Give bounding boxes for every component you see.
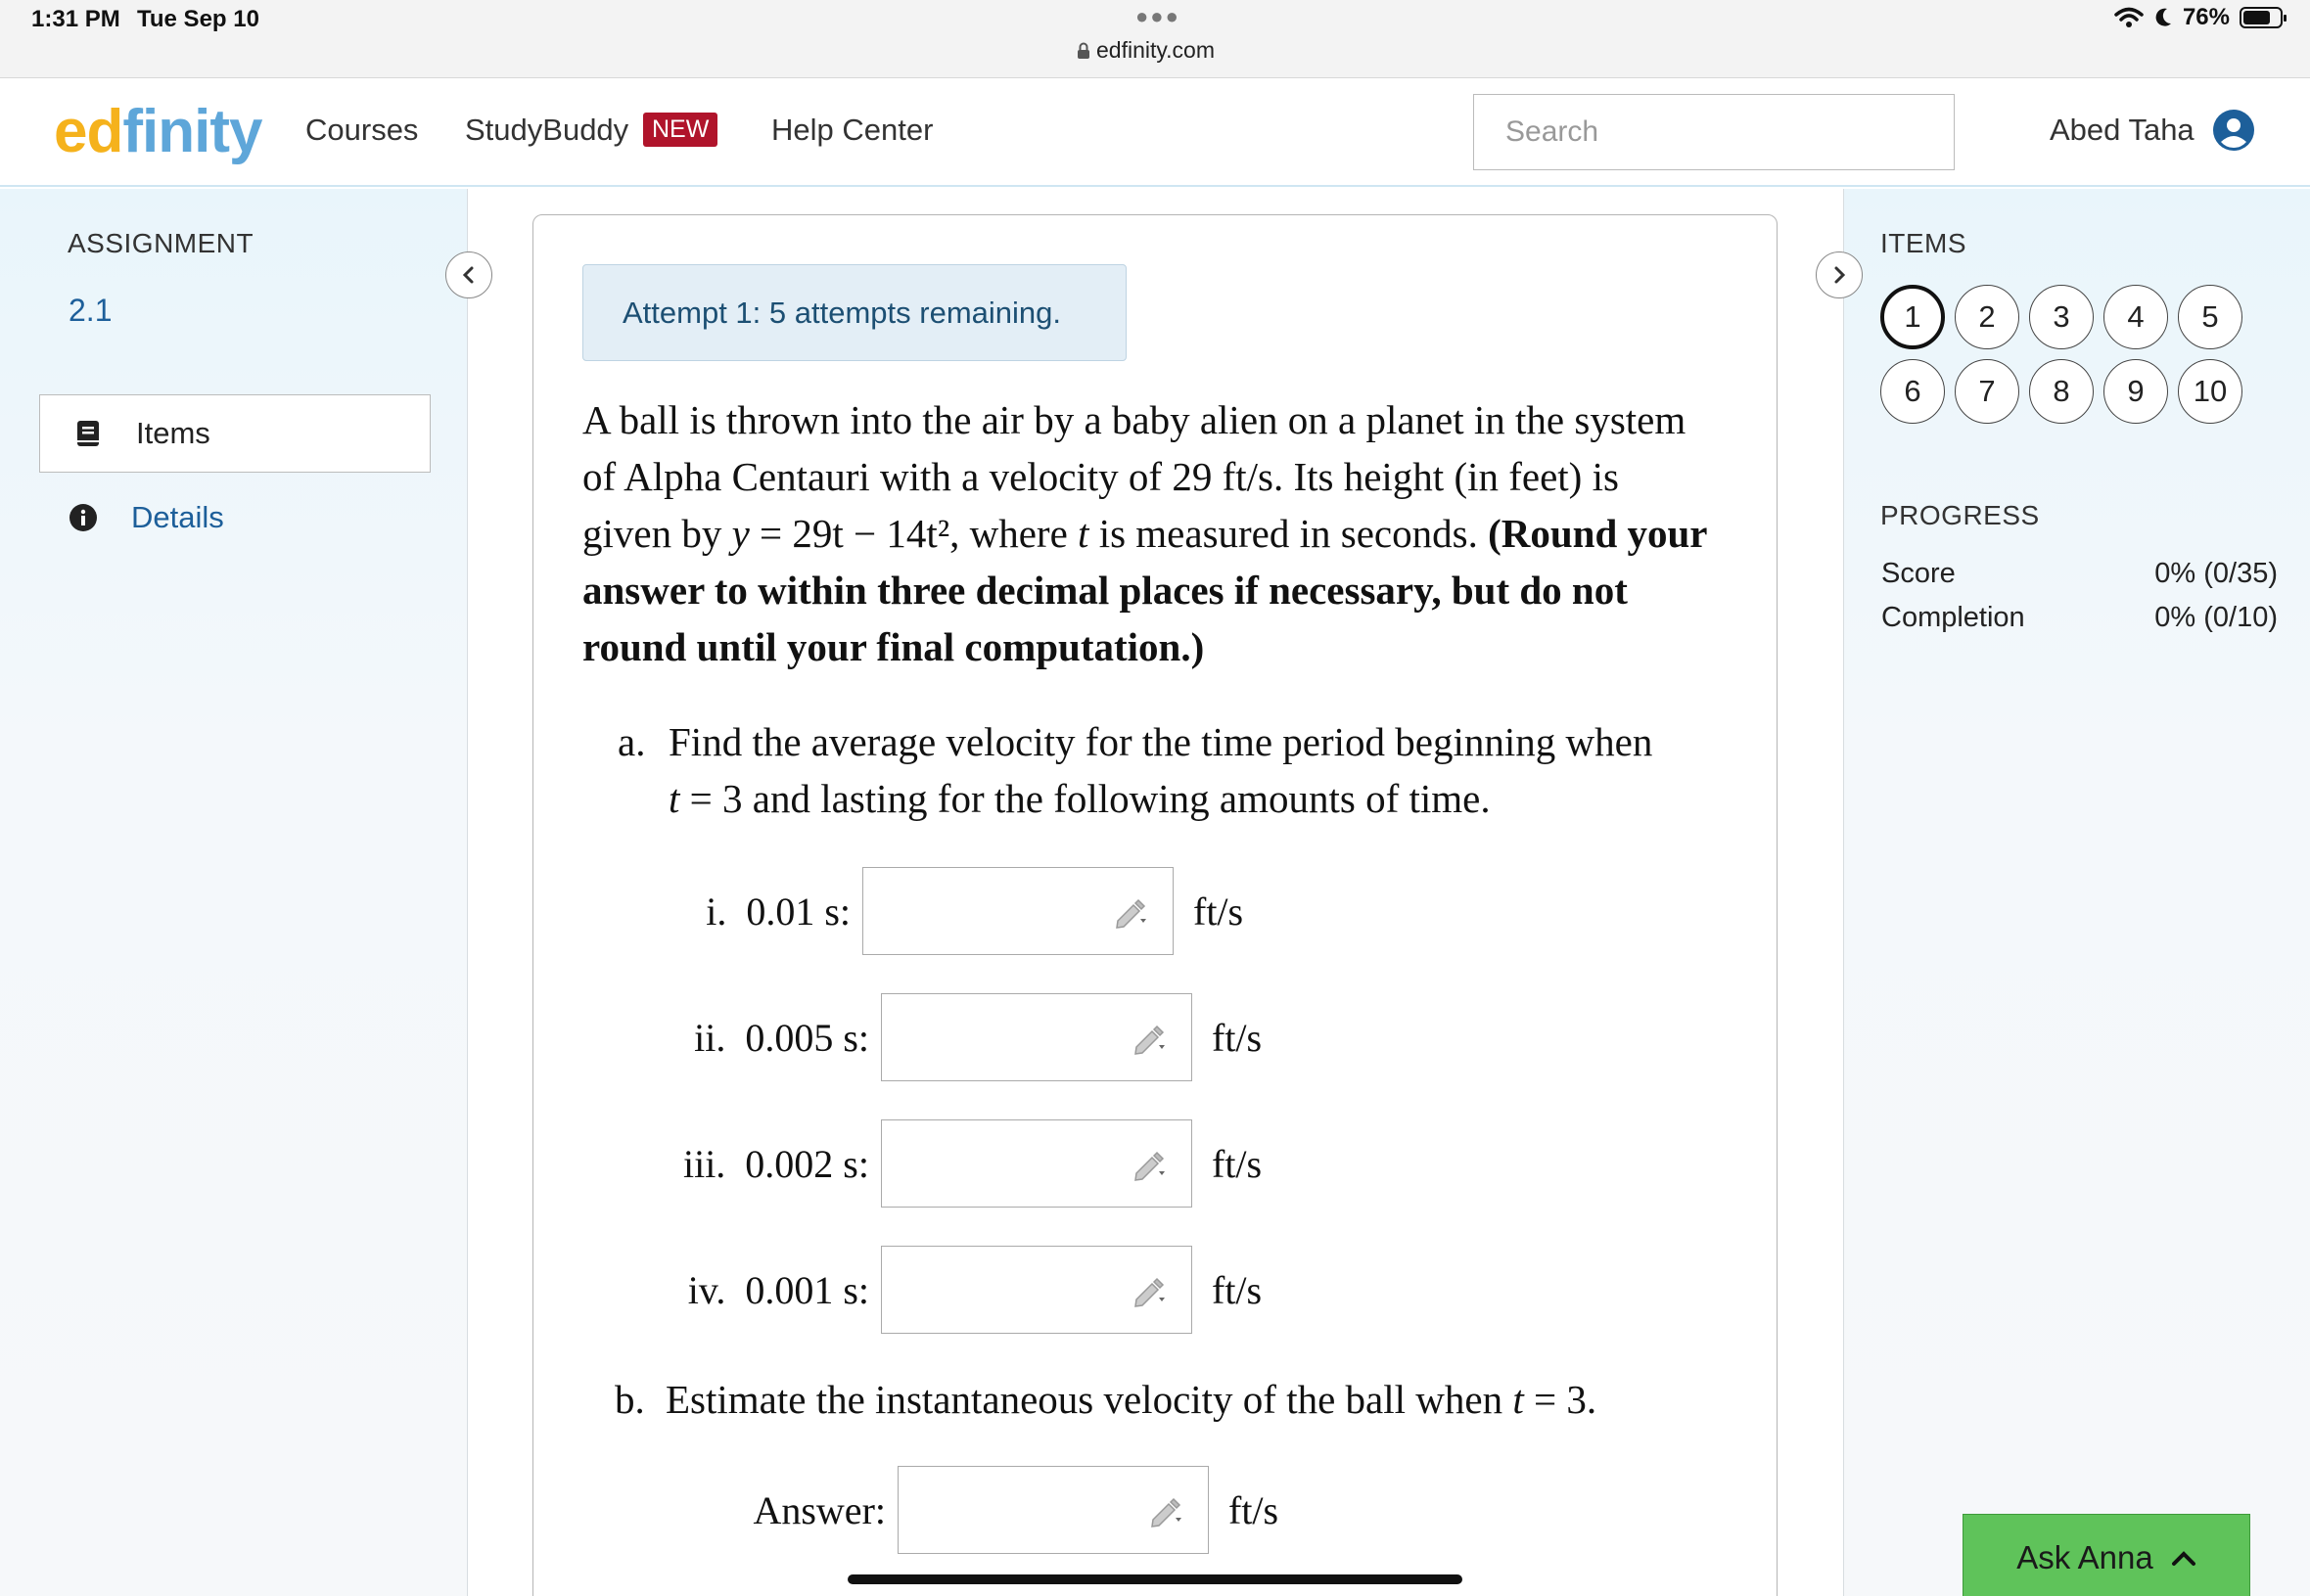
answer-row-ii bbox=[641, 993, 1262, 1081]
problem-text: A ball is thrown into the air by a baby alien on a planet in the system of Alpha Centauri with a velocity of 29 ft/s. Its height (in feet) is given by bbox=[582, 397, 1686, 556]
part-a-marker: a. bbox=[618, 719, 646, 764]
item-1-button[interactable]: 1 bbox=[1880, 285, 1945, 349]
pencil-dropdown-icon[interactable] bbox=[1132, 1274, 1172, 1309]
part-a-var-t: t bbox=[669, 776, 680, 821]
answer-input-b[interactable] bbox=[898, 1466, 1209, 1554]
status-bar bbox=[0, 0, 2310, 78]
items-grid bbox=[1880, 285, 2242, 424]
home-indicator[interactable] bbox=[848, 1574, 1462, 1584]
item-4-button[interactable]: 4 bbox=[2103, 285, 2168, 349]
chevron-up-icon bbox=[2171, 1549, 2196, 1567]
ask-anna-button[interactable] bbox=[1963, 1514, 2250, 1596]
part-a-text-2: = 3 and lasting for the following amounts of time. bbox=[689, 776, 1491, 821]
chevron-right-icon bbox=[1831, 265, 1847, 285]
part-b-text: Estimate the instantaneous velocity of the ball when bbox=[666, 1377, 1503, 1422]
completion-value: 0% (0/10) bbox=[2154, 602, 2278, 633]
sidebar-item-label: Details bbox=[131, 500, 224, 534]
lock-icon bbox=[1077, 42, 1090, 60]
part-b-text-2: = 3. bbox=[1533, 1377, 1597, 1422]
problem-card bbox=[532, 214, 1778, 1596]
part-b-marker: b. bbox=[615, 1377, 645, 1422]
search-input[interactable] bbox=[1473, 94, 1955, 170]
status-date: Tue Sep 10 bbox=[137, 6, 259, 32]
left-sidebar bbox=[0, 189, 468, 1596]
part-b-var-t: t bbox=[1512, 1377, 1524, 1422]
book-icon bbox=[73, 419, 103, 448]
answer-label: iii. 0.002 s: bbox=[682, 1141, 869, 1186]
equation-var-t: t bbox=[1078, 511, 1089, 556]
sidebar-item-items[interactable] bbox=[39, 394, 431, 473]
user-avatar-icon[interactable] bbox=[2212, 109, 2255, 152]
pencil-dropdown-icon[interactable] bbox=[1132, 1022, 1172, 1057]
answer-input-ii[interactable] bbox=[881, 993, 1192, 1081]
answer-unit: ft/s bbox=[1212, 1267, 1263, 1312]
assignment-name[interactable]: 2.1 bbox=[69, 293, 113, 328]
completion-label: Completion bbox=[1881, 602, 2025, 633]
sidebar-item-details[interactable] bbox=[69, 500, 224, 535]
part-a bbox=[618, 713, 1714, 827]
item-7-button[interactable]: 7 bbox=[1955, 359, 2019, 424]
chevron-left-icon bbox=[461, 265, 477, 285]
edfinity-logo[interactable] bbox=[54, 97, 261, 166]
item-10-button[interactable]: 10 bbox=[2178, 359, 2242, 424]
items-heading: ITEMS bbox=[1880, 228, 1967, 258]
equation-var-y: y bbox=[731, 511, 750, 556]
score-value: 0% (0/35) bbox=[2154, 558, 2278, 589]
info-icon bbox=[69, 503, 98, 532]
answer-row-iv bbox=[641, 1246, 1262, 1334]
collapse-right-button[interactable] bbox=[1816, 251, 1863, 298]
assignment-heading: ASSIGNMENT bbox=[68, 228, 254, 258]
battery-icon bbox=[2240, 7, 2283, 28]
nav-courses[interactable]: Courses bbox=[305, 113, 419, 147]
score-row bbox=[1881, 558, 2278, 590]
pencil-dropdown-icon[interactable] bbox=[1149, 1494, 1188, 1529]
answer-label: iv. 0.001 s: bbox=[687, 1267, 869, 1312]
user-name[interactable]: Abed Taha bbox=[2050, 113, 2194, 147]
answer-label: Answer: bbox=[753, 1487, 886, 1532]
item-6-button[interactable]: 6 bbox=[1880, 359, 1945, 424]
battery-level bbox=[2243, 11, 2270, 24]
status-right bbox=[2114, 4, 2283, 31]
answer-row-i bbox=[641, 867, 1243, 955]
answer-input-iii[interactable] bbox=[881, 1119, 1192, 1208]
moon-icon bbox=[2153, 7, 2173, 28]
answer-row-iii bbox=[641, 1119, 1262, 1208]
ask-anna-label: Ask Anna bbox=[2016, 1539, 2153, 1575]
status-time: 1:31 PM bbox=[31, 6, 120, 32]
item-2-button[interactable]: 2 bbox=[1955, 285, 2019, 349]
answer-unit: ft/s bbox=[1228, 1487, 1279, 1532]
answer-label: i. 0.01 s: bbox=[706, 889, 851, 934]
nav-studybuddy[interactable]: StudyBuddy bbox=[465, 113, 629, 147]
battery-percent: 76% bbox=[2182, 4, 2230, 30]
wifi-icon bbox=[2114, 7, 2144, 28]
right-sidebar bbox=[1843, 189, 2310, 1596]
collapse-left-button[interactable] bbox=[445, 251, 492, 298]
top-nav bbox=[0, 79, 2310, 187]
answer-unit: ft/s bbox=[1212, 1015, 1263, 1060]
browser-menu-dots[interactable]: ●●● bbox=[1135, 4, 1180, 28]
part-a-text: Find the average velocity for the time period beginning when bbox=[669, 719, 1653, 764]
answer-input-iv[interactable] bbox=[881, 1246, 1192, 1334]
answer-row-b bbox=[651, 1466, 1278, 1554]
answer-input-i[interactable] bbox=[862, 867, 1174, 955]
attempt-banner: Attempt 1: 5 attempts remaining. bbox=[582, 264, 1127, 361]
pencil-dropdown-icon[interactable] bbox=[1114, 895, 1153, 931]
problem-statement bbox=[582, 391, 1708, 675]
score-label: Score bbox=[1881, 558, 1956, 589]
item-8-button[interactable]: 8 bbox=[2029, 359, 2094, 424]
answer-unit: ft/s bbox=[1193, 889, 1244, 934]
address-bar[interactable] bbox=[1077, 37, 1233, 64]
sidebar-item-label: Items bbox=[136, 416, 210, 450]
progress-heading: PROGRESS bbox=[1880, 500, 2040, 530]
item-5-button[interactable]: 5 bbox=[2178, 285, 2242, 349]
item-3-button[interactable]: 3 bbox=[2029, 285, 2094, 349]
completion-row bbox=[1881, 602, 2278, 634]
url-text: edfinity.com bbox=[1096, 37, 1216, 63]
rounding-instruction: (Round your answer to within three decimal places if necessary, but do not round until your final computation.) bbox=[582, 511, 1707, 669]
new-badge: NEW bbox=[643, 113, 717, 147]
item-9-button[interactable]: 9 bbox=[2103, 359, 2168, 424]
answer-label: ii. 0.005 s: bbox=[694, 1015, 869, 1060]
answer-unit: ft/s bbox=[1212, 1141, 1263, 1186]
pencil-dropdown-icon[interactable] bbox=[1132, 1148, 1172, 1183]
nav-help-center[interactable]: Help Center bbox=[771, 113, 934, 147]
logo-ed: ed bbox=[54, 98, 123, 165]
logo-finity: finity bbox=[122, 98, 262, 165]
part-b bbox=[615, 1371, 1711, 1428]
equation-rhs: = 29t − 14t², where bbox=[760, 511, 1068, 556]
problem-text-2: is measured in seconds. bbox=[1098, 511, 1478, 556]
